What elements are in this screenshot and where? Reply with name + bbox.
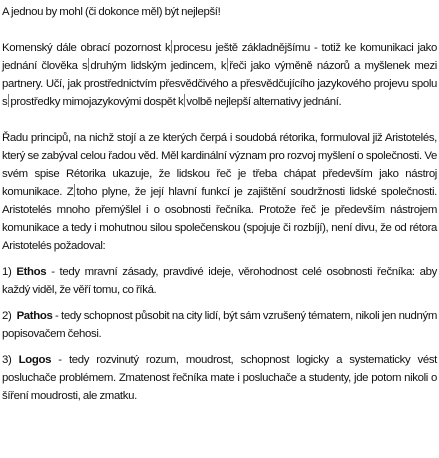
item-term: Ethos [16,266,47,278]
p1-part-b: procesu ještě základnějšímu - totiž ke komunikaci jako jednání člověka s [2,42,437,72]
item-text: - tedy schopnost působit na city lidí, být sám vzrušený tématem, nikoli jen nudným popisovačem čehosi. [2,310,437,340]
item-term: Logos [18,354,52,366]
p2-part-a: Řadu principů, na nichž stojí a ze kterých čerpá i soudobá rétorika, formuloval již Aristotelés, který se zabýval celou řadou věd. Měl kardinální význam pro rozvoj myšlení o společnosti. Ve svém spise Rétorika ukazuje, že lidskou řeč je třeba chápat především jako nástroj komunikace. Z [2,132,437,198]
p1-part-c: druhým lidským jedincem, k [90,60,227,72]
p2-part-b: toho plyne, že její hlavní funkcí je zajištění soudržnosti lidské společnosti. Aristotelés mnoho přemýšlel i o osobnosti řečníka. Protože řeč je především nástrojem komunikace a tedy i mohutnou silou společenskou (spojuje či rozbíjí), není divu, že od rétora Aristotelés požadoval: [2,186,437,252]
item-text: - tedy mravní zásady, pravdivé ideje, věrohodnost celé osobnosti řečníka: aby každý viděl, že věří tomu, co říká. [2,266,437,296]
p1-part-f: volbě nejlepší alternativy jednání. [186,96,342,108]
item-number: 3) [2,354,12,366]
item-number: 1) [2,266,12,278]
item-term: Pathos [16,310,53,322]
item-number: 2) [2,310,12,322]
paragraph-komensky [2,39,437,111]
list-item-ethos [2,263,437,299]
p1-part-e: prostředky mimojazykovými dospět k [10,96,184,108]
list-item-logos [2,351,437,405]
p1-part-d: řeči jako výměně názorů a myšlenek mezi partnery. Učí, jak prostřednictvím přesvědčivého a přesvědčujícího jazykového projevu spolu s [2,60,437,108]
intro-line: A jednou by mohl (či dokonce měl) být nejlepší! [2,6,221,18]
item-text: - tedy rozvinutý rozum, moudrost, schopnost logicky a systematicky vést posluchače problémem. Zmatenost řečníka mate i posluchače a studenty, jde potom nikoli o šíření moudrosti, ale zmatku. [2,354,437,402]
p1-part-a: Komenský dále obrací pozornost k [2,42,171,54]
paragraph-aristoteles [2,129,437,255]
list-item-pathos [2,307,437,343]
